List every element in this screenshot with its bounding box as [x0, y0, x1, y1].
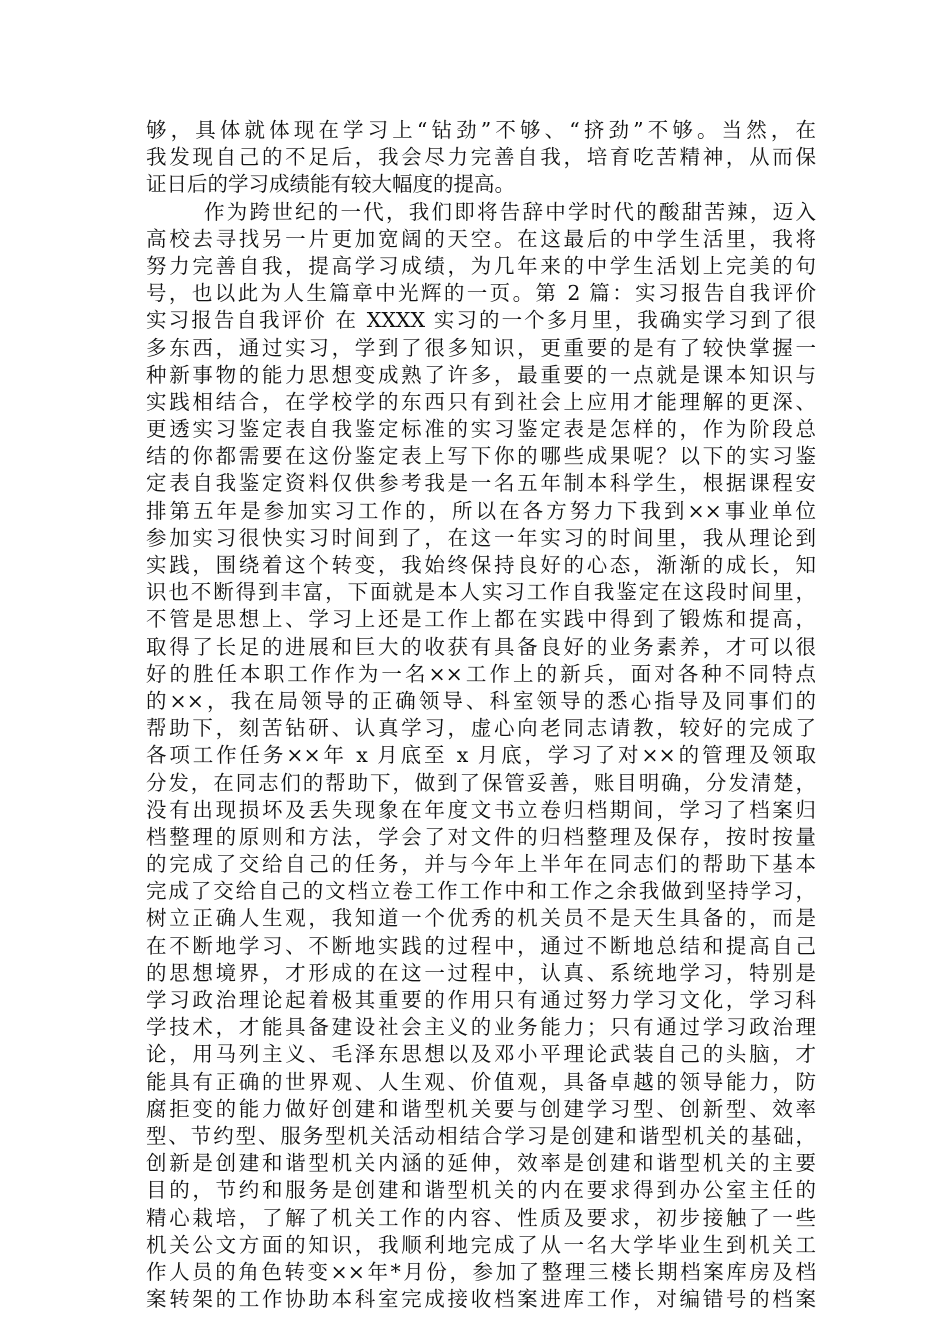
- text-line: 努力完善自我，提高学习成绩，为几年来的中学生活划上完美的句: [146, 253, 816, 278]
- text-line: 型、节约型、服务型机关活动相结合学习是创建和谐型机关的基础，: [146, 1123, 816, 1148]
- text-line: 的××，我在局领导的正确领导、科室领导的悉心指导及同事们的: [146, 688, 816, 713]
- text-line: 能具有正确的世界观、人生观、价值观，具备卓越的领导能力，防: [146, 1069, 816, 1094]
- text-line: 档整理的原则和方法，学会了对文件的归档整理及保存，按时按量: [146, 824, 816, 849]
- text-line: 完成了交给自己的文档立卷工作工作中和工作之余我做到坚持学习，: [146, 879, 816, 904]
- text-line: 不管是思想上、学习上还是工作上都在实践中得到了锻炼和提高，: [146, 607, 816, 632]
- text-line: 学习政治理论起着极其重要的作用只有通过努力学习文化，学习科: [146, 988, 816, 1012]
- text-line: 学技术，才能具备建设社会主义的业务能力；只有通过学习政治理: [146, 1015, 816, 1040]
- text-line: 好的胜任本职工作作为一名××工作上的新兵，面对各种不同特点: [146, 661, 816, 686]
- text-line: 目的，节约和服务是创建和谐型机关的内在要求得到办公室主任的: [146, 1178, 816, 1203]
- text-line: 树立正确人生观，我知道一个优秀的机关员不是天生具备的，而是: [146, 906, 816, 931]
- text-line: 我发现自己的不足后，我会尽力完善自我，培育吃苦精神，从而保: [146, 145, 816, 170]
- text-line: 排第五年是参加实习工作的，所以在各方努力下我到××事业单位: [146, 498, 816, 523]
- text-line: 论，用马列主义、毛泽东思想以及邓小平理论武装自己的头脑，才: [146, 1042, 816, 1067]
- text-line: 案转架的工作协助本科室完成接收档案进库工作，对编错号的档案: [146, 1287, 816, 1312]
- text-line: 实践相结合，在学校学的东西只有到社会上应用才能理解的更深、: [146, 389, 816, 414]
- text-line: 更透实习鉴定表自我鉴定标准的实习鉴定表是怎样的，作为阶段总: [146, 417, 816, 442]
- text-line: 创新是创建和谐型机关内涵的延伸，效率是创建和谐型机关的主要: [146, 1151, 816, 1176]
- text-line: 没有出现损坏及丢失现象在年度文书立卷归档期间，学习了档案归: [146, 797, 816, 822]
- paragraph-first-line: 作为跨世纪的一代，我们即将告辞中学时代的酸甜苦辣，迈入: [204, 199, 816, 224]
- text-line: 证日后的学习成绩能有较大幅度的提高。: [146, 172, 515, 197]
- text-line: 实习报告自我评价 在 XXXX 实习的一个多月里，我确实学习到了很: [146, 308, 816, 333]
- text-line: 取得了长足的进展和巨大的收获有具备良好的业务素养，才可以很: [146, 634, 816, 659]
- text-line: 定表自我鉴定资料仅供参考我是一名五年制本科学生，根据课程安: [146, 471, 816, 496]
- text-line: 号，也以此为人生篇章中光辉的一页。第 2 篇：实习报告自我评价: [146, 281, 816, 306]
- text-line: 的完成了交给自己的任务，并与今年上半年在同志们的帮助下基本: [146, 852, 816, 877]
- text-line: 作人员的角色转变××年*月份，参加了整理三楼长期档案库房及档: [146, 1259, 816, 1284]
- text-line: 的思想境界，才形成的在这一过程中，认真、系统地学习，特别是: [146, 960, 816, 985]
- body-text: [146, 117, 816, 1313]
- text-line: 识也不断得到丰富，下面就是本人实习工作自我鉴定在这段时间里，: [146, 580, 816, 605]
- text-line: 帮助下，刻苦钻研、认真学习，虚心向老同志请教，较好的完成了: [146, 716, 816, 741]
- text-line: 高校去寻找另一片更加宽阔的天空。在这最后的中学生活里，我将: [146, 226, 816, 251]
- text-line: 各项工作任务××年 x 月底至 x 月底，学习了对××的管理及领取: [146, 743, 816, 768]
- text-line: 种新事物的能力思想变成熟了许多，最重要的一点就是课本知识与: [146, 362, 816, 387]
- text-line: 实践，围绕着这个转变，我始终保持良好的心态，渐渐的成长，知: [146, 553, 816, 577]
- text-line: 多东西，通过实习，学到了很多知识，更重要的是有了较快掌握一: [146, 335, 816, 360]
- text-line: 精心栽培，了解了机关工作的内容、性质及要求，初步接触了一些: [146, 1205, 816, 1230]
- text-line: 腐拒变的能力做好创建和谐型机关要与创建学习型、创新型、效率: [146, 1096, 816, 1121]
- text-line: 结的你都需要在这份鉴定表上写下你的哪些成果呢？以下的实习鉴: [146, 444, 816, 469]
- text-line: 在不断地学习、不断地实践的过程中，通过不断地总结和提高自己: [146, 933, 816, 958]
- text-line: 参加实习很快实习时间到了，在这一年实习的时间里，我从理论到: [146, 525, 816, 550]
- text-line: 分发，在同志们的帮助下，做到了保管妥善，账目明确，分发清楚，: [146, 770, 816, 795]
- text-line: 够，具体就体现在学习上“钻劲”不够、“挤劲”不够。当然，在: [146, 118, 816, 142]
- text-line: 机关公文方面的知识，我顺利地完成了从一名大学毕业生到机关工: [146, 1232, 816, 1257]
